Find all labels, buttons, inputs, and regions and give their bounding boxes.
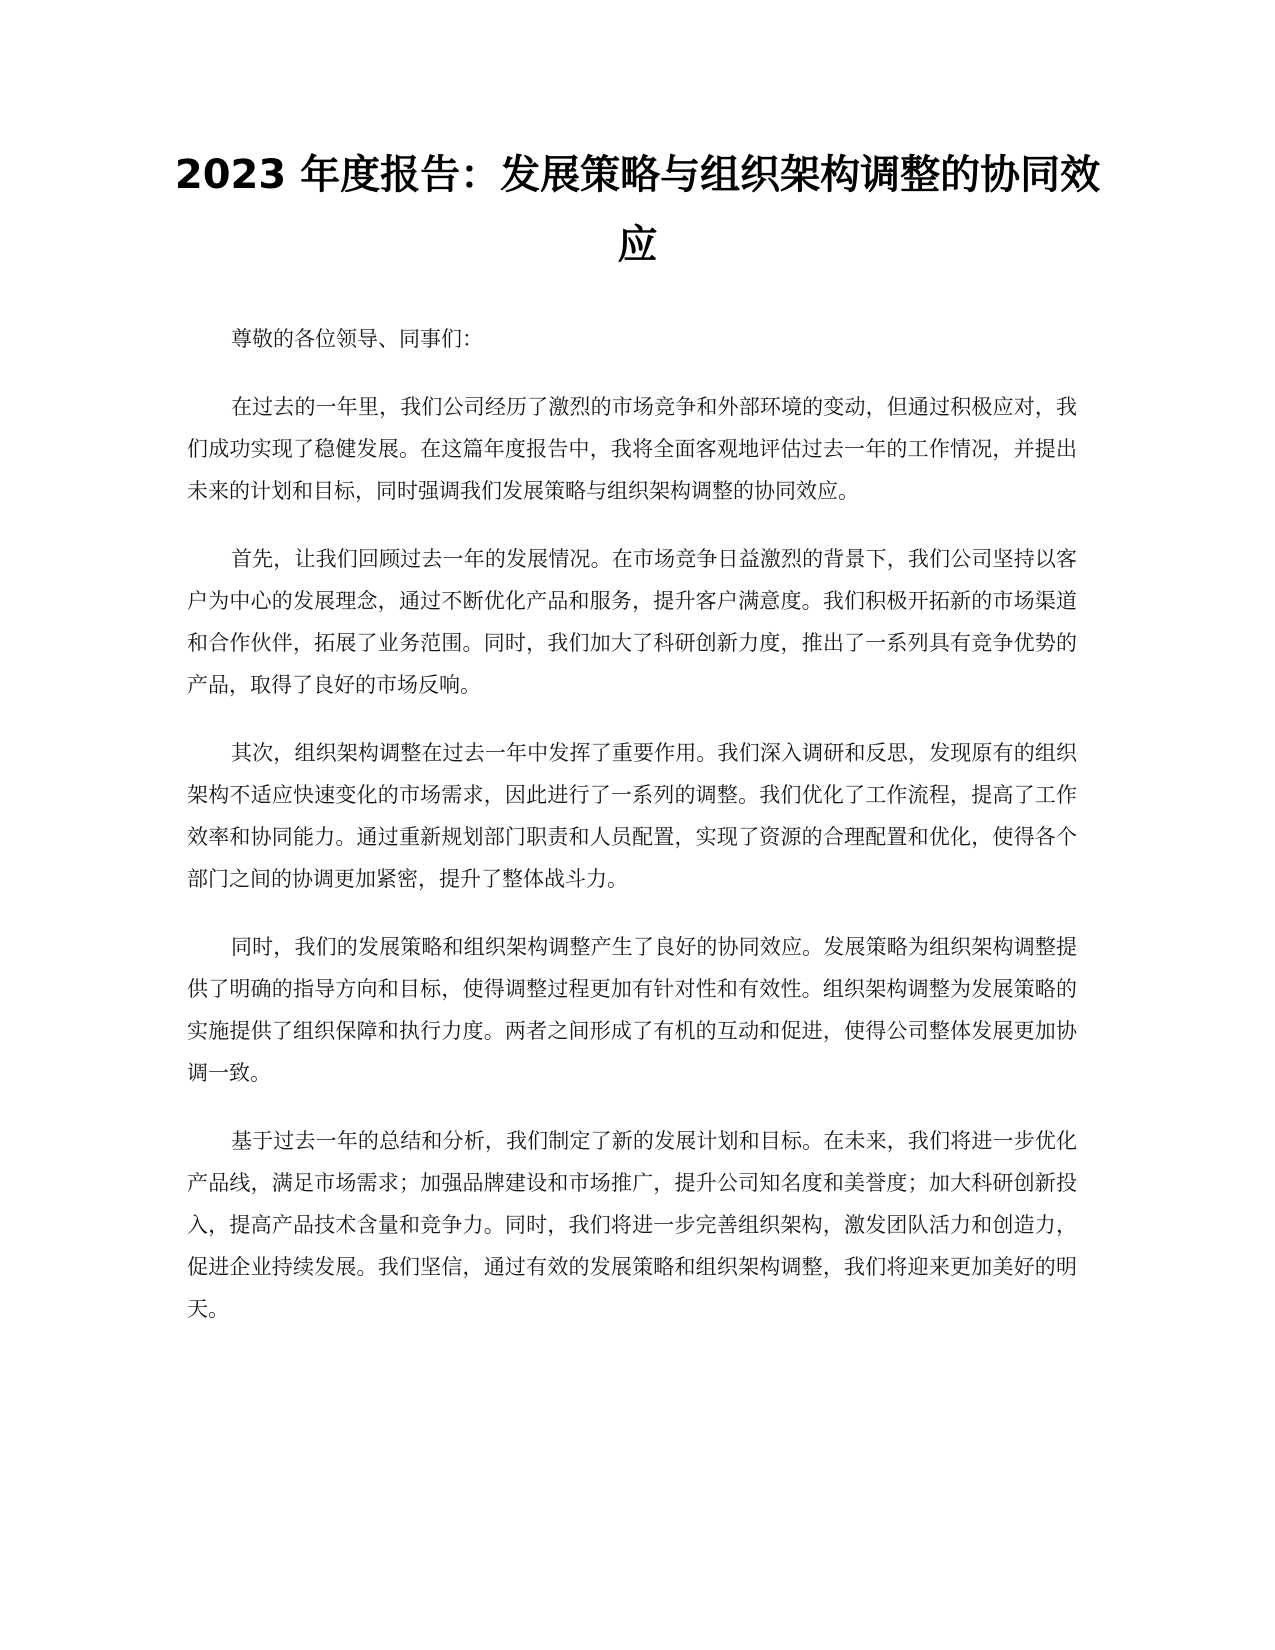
greeting: 尊敬的各位领导、同事们： bbox=[231, 327, 483, 351]
paragraph-review: 首先，让我们回顾过去一年的发展情况。在市场竞争日益激烈的背景下，我们公司坚持以客户为中心的发展理念，通过不断优化产品和服务，提升客户满意度。我们积极开拓新的市场渠道和合作伙伴，拓展了业务范围。同时，我们加大了科研创新力度，推出了一系列具有竞争优势的产品，取得了良好的市场反响。 bbox=[187, 547, 1077, 697]
paragraph-intro: 在过去的一年里，我们公司经历了激烈的市场竞争和外部环境的变动，但通过积极应对，我们成功实现了稳健发展。在这篇年度报告中，我将全面客观地评估过去一年的工作情况，并提出未来的计划和目标，同时强调我们发展策略与组织架构调整的协同效应。 bbox=[187, 395, 1077, 503]
document-body bbox=[187, 318, 1077, 1356]
paragraph-synergy: 同时，我们的发展策略和组织架构调整产生了良好的协同效应。发展策略为组织架构调整提供了明确的指导方向和目标，使得调整过程更加有针对性和有效性。组织架构调整为发展策略的实施提供了组织保障和执行力度。两者之间形成了有机的互动和促进，使得公司整体发展更加协调一致。 bbox=[187, 935, 1077, 1085]
paragraph-restructure: 其次，组织架构调整在过去一年中发挥了重要作用。我们深入调研和反思，发现原有的组织架构不适应快速变化的市场需求，因此进行了一系列的调整。我们优化了工作流程，提高了工作效率和协同能力。通过重新规划部门职责和人员配置，实现了资源的合理配置和优化，使得各个部门之间的协调更加紧密，提升了整体战斗力。 bbox=[187, 741, 1077, 891]
paragraph-plan: 基于过去一年的总结和分析，我们制定了新的发展计划和目标。在未来，我们将进一步优化产品线，满足市场需求；加强品牌建设和市场推广，提升公司知名度和美誉度；加大科研创新投入，提高产品技术含量和竞争力。同时，我们将进一步完善组织架构，激发团队活力和创造力，促进企业持续发展。我们坚信，通过有效的发展策略和组织架构调整，我们将迎来更加美好的明天。 bbox=[187, 1129, 1077, 1321]
document-title: 2023 年度报告：发展策略与组织架构调整的协同效应 bbox=[174, 152, 1101, 268]
